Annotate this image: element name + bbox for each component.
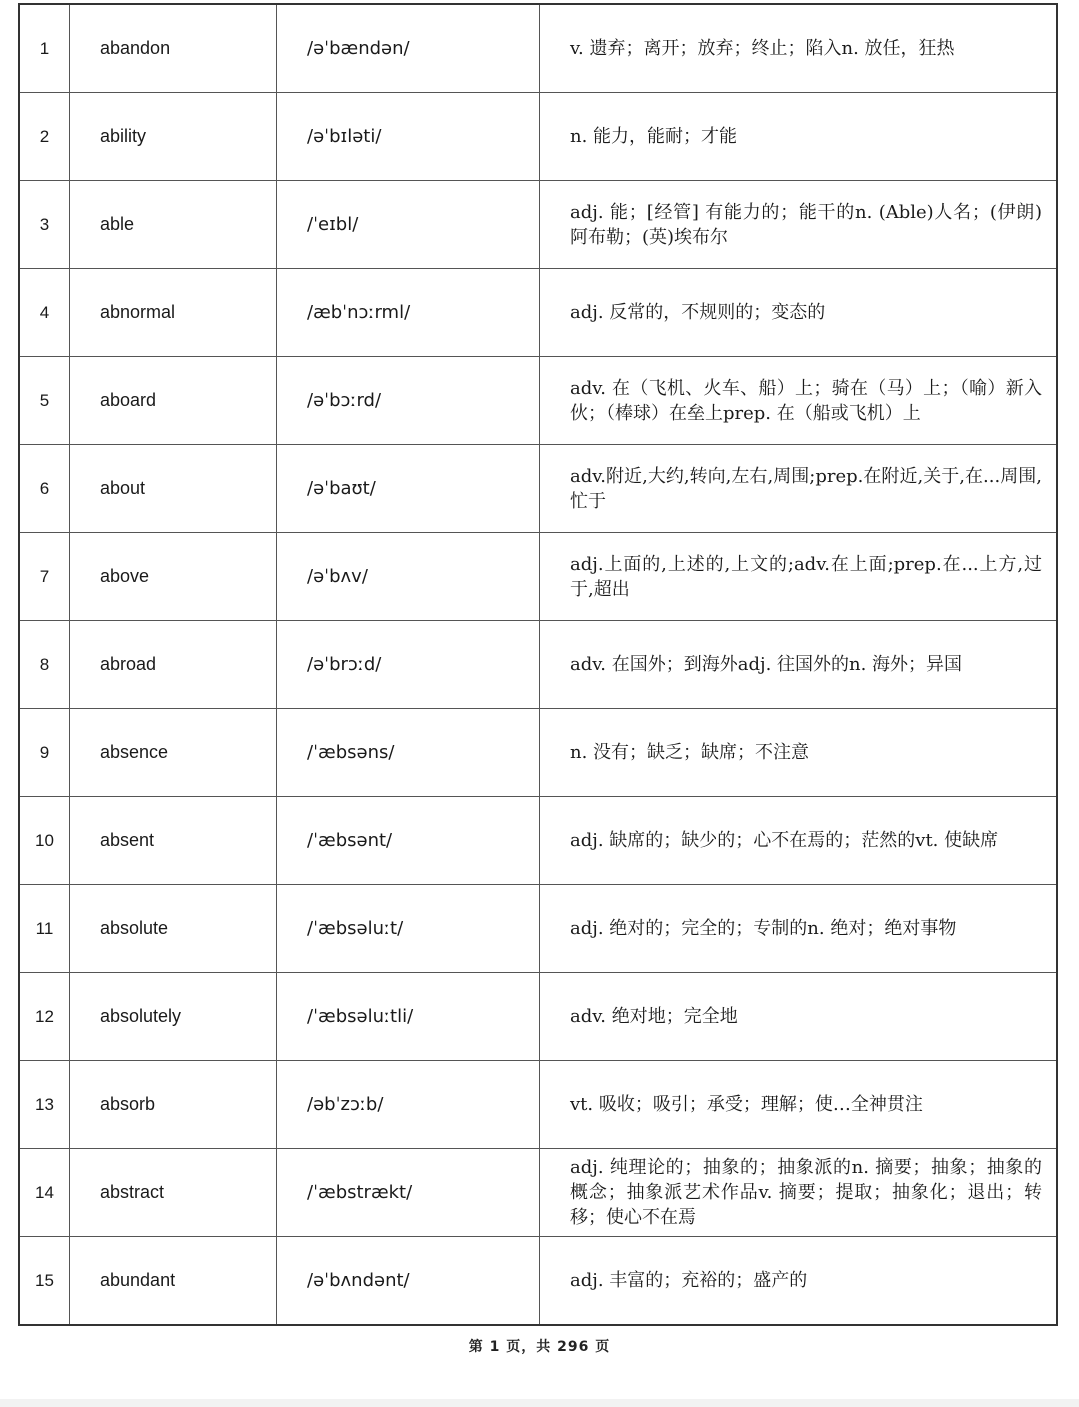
word: able [70,181,277,269]
table-row [19,885,1057,973]
phonetic: /əbˈzɔːb/ [277,1061,540,1149]
table-row [19,93,1057,181]
row-number: 15 [19,1237,70,1326]
row-number: 9 [19,709,70,797]
definition: n. 能力，能耐；才能 [540,93,1058,181]
row-number: 13 [19,1061,70,1149]
row-number: 12 [19,973,70,1061]
definition: v. 遗弃；离开；放弃；终止；陷入n. 放任，狂热 [540,4,1058,93]
phonetic: /əˈbɪləti/ [277,93,540,181]
row-number: 3 [19,181,70,269]
definition: adj.上面的,上述的,上文的;adv.在上面;prep.在...上方,过于,超出 [540,533,1058,621]
row-number: 7 [19,533,70,621]
table-row [19,1237,1057,1326]
table-row [19,621,1057,709]
word: absence [70,709,277,797]
page-footer: 第 1 页，共 296 页 [468,1339,611,1355]
word: aboard [70,357,277,445]
phonetic: /əˈbʌv/ [277,533,540,621]
definition: vt. 吸收；吸引；承受；理解；使…全神贯注 [540,1061,1058,1149]
definition: adj. 反常的，不规则的；变态的 [540,269,1058,357]
phonetic: /ˈæbsəluːtli/ [277,973,540,1061]
phonetic: /əˈbɔːrd/ [277,357,540,445]
word: absolute [70,885,277,973]
definition: adv. 在国外；到海外adj. 往国外的n. 海外；异国 [540,621,1058,709]
word: absolutely [70,973,277,1061]
row-number: 8 [19,621,70,709]
table-row [19,1061,1057,1149]
phonetic: /ˈæbsəluːt/ [277,885,540,973]
table-row [19,709,1057,797]
row-number: 11 [19,885,70,973]
word: about [70,445,277,533]
phonetic: /əˈbrɔːd/ [277,621,540,709]
row-number: 6 [19,445,70,533]
word: abundant [70,1237,277,1326]
phonetic: /æbˈnɔːrml/ [277,269,540,357]
definition: adj. 绝对的；完全的；专制的n. 绝对；绝对事物 [540,885,1058,973]
phonetic: /ˈæbstrækt/ [277,1149,540,1237]
word: abandon [70,4,277,93]
definition: adv.附近,大约,转向,左右,周围;prep.在附近,关于,在...周围,忙于 [540,445,1058,533]
page-bottom-edge [0,1399,1079,1407]
word: abstract [70,1149,277,1237]
table-row [19,357,1057,445]
row-number: 10 [19,797,70,885]
phonetic: /əˈbaʊt/ [277,445,540,533]
definition: adv. 绝对地；完全地 [540,973,1058,1061]
word: ability [70,93,277,181]
definition: adj. 纯理论的；抽象的；抽象派的n. 摘要；抽象；抽象的概念；抽象派艺术作品v. 摘要；提取；抽象化；退出；转移；使心不在焉 [540,1149,1058,1237]
phonetic: /ˈæbsənt/ [277,797,540,885]
definition: adj. 丰富的；充裕的；盛产的 [540,1237,1058,1326]
phonetic: /əˈbændən/ [277,4,540,93]
definition: adj. 能；[经管] 有能力的；能干的n. (Able)人名；(伊朗)阿布勒；(英)埃布尔 [540,181,1058,269]
table-row [19,445,1057,533]
table-row [19,973,1057,1061]
table-row [19,269,1057,357]
definition: adv. 在（飞机、火车、船）上；骑在（马）上；（喻）新入伙；（棒球）在垒上prep. 在（船或飞机）上 [540,357,1058,445]
phonetic: /ˈeɪbl/ [277,181,540,269]
word: abnormal [70,269,277,357]
word: absorb [70,1061,277,1149]
row-number: 4 [19,269,70,357]
row-number: 2 [19,93,70,181]
word: above [70,533,277,621]
vocabulary-table [18,3,1058,1326]
row-number: 14 [19,1149,70,1237]
word: abroad [70,621,277,709]
phonetic: /əˈbʌndənt/ [277,1237,540,1326]
row-number: 5 [19,357,70,445]
definition: n. 没有；缺乏；缺席；不注意 [540,709,1058,797]
table-row [19,4,1057,93]
table-row [19,181,1057,269]
row-number: 1 [19,4,70,93]
definition: adj. 缺席的；缺少的；心不在焉的；茫然的vt. 使缺席 [540,797,1058,885]
table-row [19,533,1057,621]
vocabulary-table-body [19,4,1057,1325]
table-row [19,1149,1057,1237]
table-row [19,797,1057,885]
word: absent [70,797,277,885]
phonetic: /ˈæbsəns/ [277,709,540,797]
